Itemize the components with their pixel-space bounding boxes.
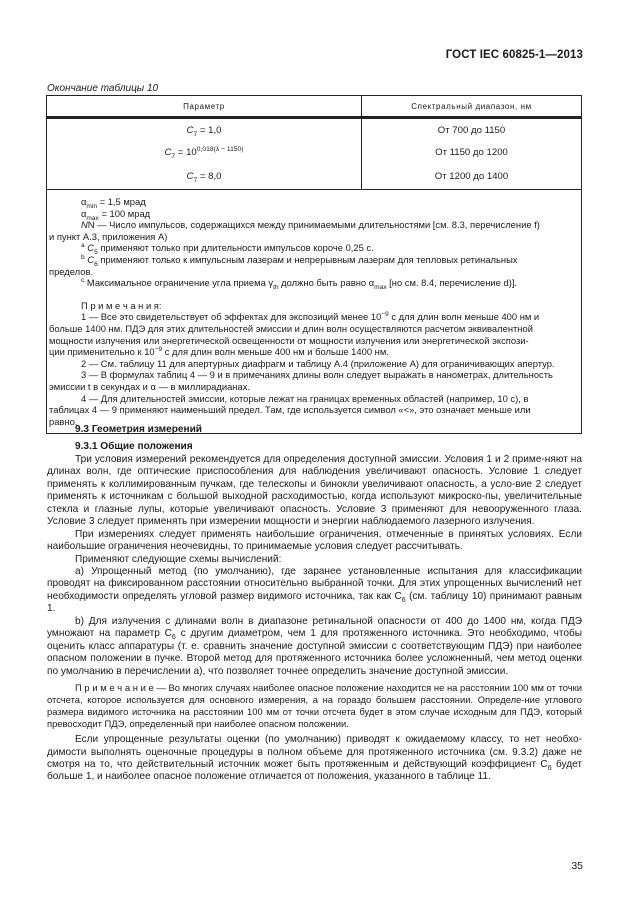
heading-9-3-1: 9.3.1 Общие положения xyxy=(75,441,193,453)
table-row xyxy=(47,119,582,142)
section-note: П р и м е ч а н и е — Во многих случаях наиболее опасное положение находится не на расстоянии 100 мм от точки отсчета, которое используется для основного измерения, а на гораздо большем расстоянии. Определе-ние углового размера видимого источника на расстоянии 100 мм от точки отсчета будет в этом случае исходным для ПДЭ, который превосходит ПДЭ, определенный при наиболее опасном положении. xyxy=(47,682,582,730)
param-cell: $C_7 = 8,0$ xyxy=(47,163,362,190)
range-cell: От 1200 до 1400 xyxy=(362,163,582,190)
paragraph-a: а) Упрощенный метод (по умолчанию), где заранее установленные испытания для классификации проводят на фиксированном расстоянии относительно выбранной точки. Для этих упрощенных вычислений нет необходимости определять угловой размер видимого источника, так как $C_6$ (см. таблицу 10) принимают равным 1. xyxy=(47,565,582,615)
note-1-line: больше 1400 нм. ПДЭ для этих длительностей эмиссии и длин волн осуществляются расчетом эквивалентной xyxy=(49,322,533,334)
n-definition: NN — Число импульсов, содержащихся между принимаемыми длительностями [см. 8.3, перечисление f) xyxy=(81,219,540,231)
col-header-parameter: Параметр xyxy=(47,96,362,118)
table-header-row xyxy=(47,96,582,118)
n-definition-cont: и пункт А.3, приложения А) xyxy=(49,230,168,242)
note-1-line: мощности излучения или энергетической освещенности от мощности излучения или энергетической экспози- xyxy=(49,334,529,346)
paragraph: Три условия измерений рекомендуется для определения доступной эмиссии. Условия 1 и 2 приме-няют на длинах волн, где оптические приспособления для наблюдения увеличивают опасность. Условие 1 следует применять к коллимированным пучкам, где телескопы и бинокли увеличивают опасность, а усло-вие 2 следует применять к источникам с большой выходной расходимостью, когда используют микроско-пы, увеличительные стекла и глазные лупы, которые увеличивают опасность. Условие 3 применяют для невооруженного глаза. Условие 3 следует применять при измерении мощности и энергии наблюдаемого лазерного излучения. xyxy=(47,453,582,528)
alpha-min: $\alpha_{min} = 1,5$ мрад xyxy=(81,196,146,210)
table-row xyxy=(47,141,582,163)
note-2: 2 — См. таблицу 11 для апертурных диафрагм и таблицу А.4 (приложение А) для ограничивающих апертур. xyxy=(81,357,555,369)
paragraph: Если упрощенные результаты оценки (по умолчанию) приводят к ожидаемому классу, то нет необхо-димости выполнять оценочные процедуры в полном объеме для протяженного источника (см. 9.3.2) даже не смотря на то, что действительный источник может быть протяженным и действующий коэффициент $C_6$ будет больше 1, и наиболее опасное положение отличается от положения, указанного в таблице 11. xyxy=(47,734,583,783)
footnote-b-cont: пределов. xyxy=(49,265,94,277)
range-cell: От 700 до 1150 xyxy=(362,119,582,142)
range-cell: От 1150 до 1200 xyxy=(362,141,582,163)
table-notes xyxy=(47,190,582,434)
section-body xyxy=(47,424,582,784)
param-cell: $C_7 = 1,0$ xyxy=(47,119,362,142)
note-1: 1 — Все это свидетельствует об эффектах для экспозиций менее $10^{-9}$ с для длин волн меньше 400 нм и xyxy=(81,311,540,323)
note-4-line: равно. xyxy=(49,415,78,427)
note-1-line: ции применительно к $10^{-9}$ с для длин волн меньше 400 нм и больше 1400 нм. xyxy=(49,346,389,358)
table-caption: Окончание таблицы 10 xyxy=(47,83,159,94)
document-header: ГОСТ IEC 60825-1—2013 xyxy=(445,49,583,61)
spectral-table xyxy=(46,95,582,434)
notes-title: П р и м е ч а н и я: xyxy=(81,299,162,311)
note-4-line: таблицах 4 — 9 применяют наименьший предел. Там, где используется символ «<», это означает меньше или xyxy=(49,404,531,416)
page-number: 35 xyxy=(571,860,583,872)
col-header-range: Спектральный диапазон, нм xyxy=(362,96,582,118)
note-3-line: эмиссии t в секундах и α — в миллирадианах. xyxy=(49,380,250,392)
table-row xyxy=(47,163,582,190)
alpha-max: $\alpha_{max} = 100$ мрад xyxy=(81,207,151,222)
footnote-a: $^a$ $C_5$ применяют только при длительности импульсов короче 0,25 с. xyxy=(81,242,374,257)
footnote-c: $^c$ Максимальное ограничение угла приема $\gamma_{th}$ должно быть равно $\alpha_{max}$ [но см. 8.4, перечисление d)]. xyxy=(81,277,518,292)
paragraph: При измерениях следует применять наибольшие ограничения, отмеченные в принятых условиях. Если наибольшие ограничения неочевидны, то принимаемые условия следует рассчитывать. xyxy=(47,528,582,553)
heading-9-3: 9.3 Геометрия измерений xyxy=(75,424,202,435)
paragraph-b: b) Для излучения с длинами волн в диапазоне ретинальной опасности от 400 до 1400 нм, когда ПДЭ умножают на параметр $C_6$ с другим диаметром, чем 1 для протяженного источника. Это необходимо, чтобы оценить класс аппаратуры (т. е. сравнить значение доступной эмиссии с соответствующим ПДЭ) при наиболее опасном положении в пучке. Второй метод для протяженного источника более усложненный, чем метод оценки по умолчанию в перечислении а), что позволяет точнее определить значение доступной эмиссии. xyxy=(47,615,582,677)
footnote-b: $^b$ $C_6$ применяют только к импульсным лазерам и непрерывным лазерам для тепловых ретинальных xyxy=(81,253,518,268)
paragraph: Применяют следующие схемы вычислений: xyxy=(75,553,282,565)
note-3: 3 — В формулах таблиц 4 — 9 и в примечаниях длины волн следует выражать в нанометрах, длительность xyxy=(81,369,553,381)
note-4: 4 — Для длительностей эмиссии, которые лежат на границах временных областей (например, 10 с), в xyxy=(81,392,529,404)
param-cell: $C_7 = 10^{0,018(\lambda - 1150)}$ xyxy=(47,141,362,163)
